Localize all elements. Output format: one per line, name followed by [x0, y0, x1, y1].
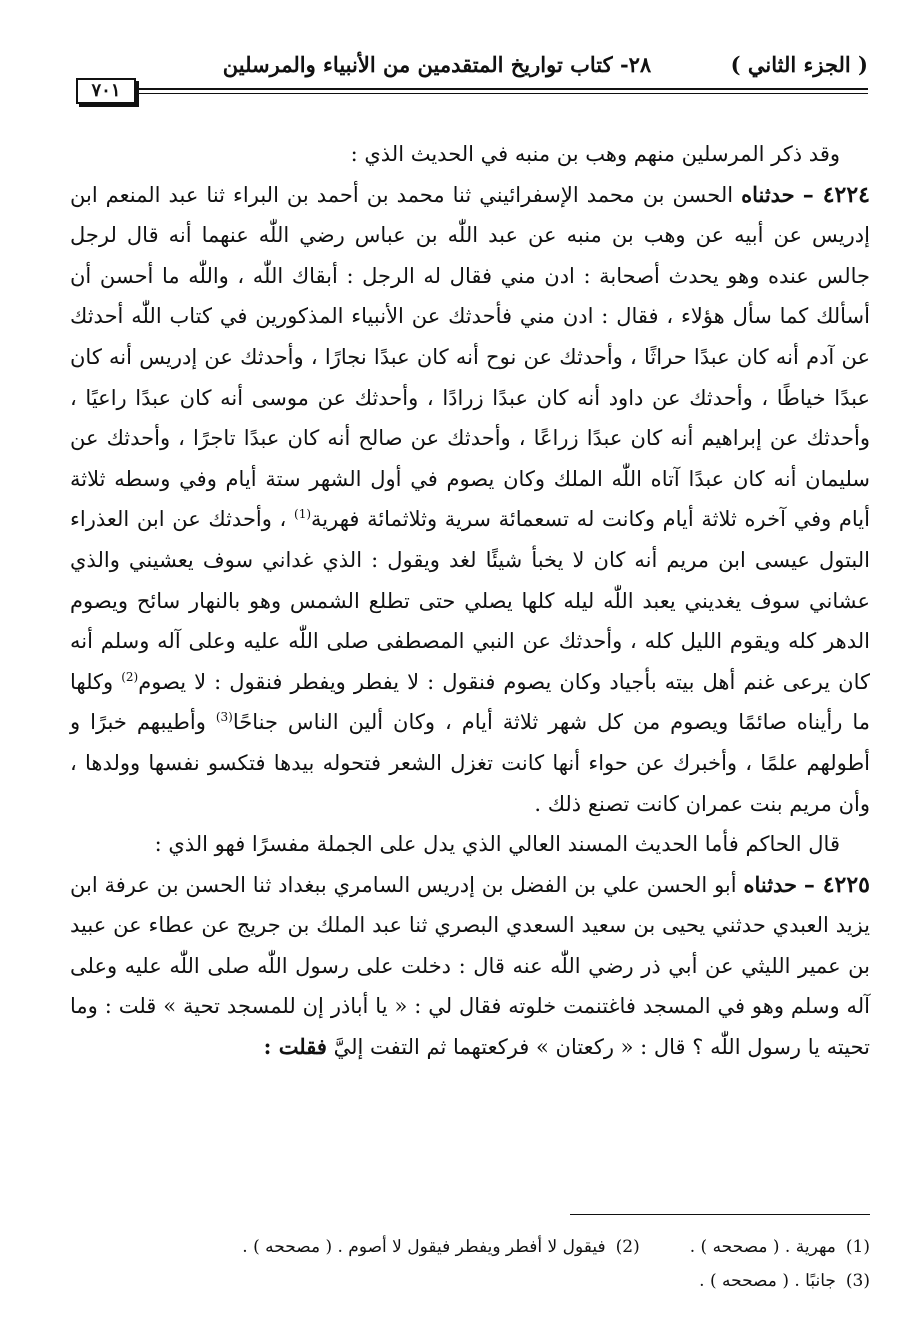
footnote-row — [70, 1230, 870, 1264]
hadith-keyword: حدثناه — [741, 181, 795, 207]
footnote-rule — [570, 1214, 870, 1215]
footnote-item — [690, 1230, 870, 1264]
footnotes — [70, 1230, 870, 1298]
chapter-title: ٢٨- كتاب تواريخ المتقدمين من الأنبياء والمرسلين — [222, 52, 652, 77]
footnote-ref: (2) — [121, 669, 139, 684]
footnote-ref: (1) — [294, 507, 312, 522]
main-text — [70, 134, 870, 1068]
volume-label: ( الجزء الثاني ) — [730, 52, 868, 77]
running-header — [76, 52, 868, 101]
footnote-text: فيقول لا أفطر ويفطر فيقول لا أصوم . ( مصححه ) . — [242, 1237, 606, 1257]
hadith-number: ٤٢٢٤ – — [802, 181, 870, 208]
footnote-ref: (3) — [215, 710, 233, 725]
hakim-paragraph: قال الحاكم فأما الحديث المسند العالي الذي يدل على الجملة مفسرًا فهو الذي : — [154, 832, 840, 857]
footnote-item — [242, 1230, 639, 1264]
hadith-text: أبو الحسن علي بن الفضل بن إدريس السامري ببغداد ثنا الحسن بن عرفة ابن يزيد العبدي حدثني يحيى بن سعيد السعدي البصري ثنا عبد الملك بن جريج عن عطاء عن عبيد بن عمير الليثي عن أبي ذر رضي اللّٰه عنه قال : دخلت على رسول اللّٰه صلى اللّٰه عليه وعلى آله وسلم وهو في المسجد فاغتنمت خلوته فقال لي : « يا أباذر إن للمسجد تحية » قلت : وما تحيته يا رسول اللّٰه ؟ قال : « ركعتان » فركعتهما ثم التفت إليَّ — [70, 872, 870, 1060]
intro-paragraph: وقد ذكر المرسلين منهم وهب بن منبه في الحديث الذي : — [350, 142, 840, 166]
hadith-keyword: حدثناه — [743, 871, 798, 897]
hadith-text: وأطيبهم خبرًا و أطولهم علمًا ، وأخبرك عن حواء أنها كانت تغزل الشعر فتحوله بيدها فتكسو نفسها وولدها ، وأن مريم بنت عمران كانت تصنع ذلك . — [70, 710, 870, 816]
hadith-paragraph — [70, 865, 870, 1068]
hadith-text-bold: فقلت : — [263, 1034, 327, 1060]
footnote-text: جانبًا . ( مصححه ) . — [699, 1271, 836, 1291]
hadith-text: الحسن بن محمد الإسفرائيني ثنا محمد بن أحمد بن البراء ثنا عبد المنعم ابن إدريس عن أبيه عن وهب بن منبه عن عبد اللّٰه بن عباس رضي اللّٰه عنهما أنه قال لرجل جالس عنده وهو يحدث أصحابة : ادن مني فقال له الرجل : أبقاك اللّٰه ، واللّٰه ما أحسن أن أسألك كما سأل هؤلاء ، فقال : ادن مني فأحدثك عن الأنبياء المذكورين في كتاب اللّٰه أحدثك عن آدم أنه كان عبدًا حراثًا ، وأحدثك عن نوح أنه كان عبدًا نجارًا ، وأحدثك عن إدريس أنه كان عبدًا خياطًا ، وأحدثك عن داود أنه كان عبدًا زرادًا ، وأحدثك عن موسى أنه كان عبدًا راعيًا ، وأحدثك عن إبراهيم أنه كان عبدًا زراعًا ، وأحدثك عن صالح أنه كان عبدًا تاجرًا ، وأحدثك عن سليمان أنه كان عبدًا آتاه اللّٰه الملك وكان يصوم في أول الشهر ستة أيام وفي وسطه ثلاثة أيام وفي آخره ثلاثة أيام وكانت له تسعمائة سرية وثلاثمائة فهرية — [70, 182, 870, 532]
footnote-number: (3) — [845, 1271, 870, 1291]
footnote-number: (1) — [845, 1237, 870, 1257]
hadith-paragraph — [70, 175, 870, 825]
footnote-row — [70, 1264, 870, 1298]
header-rule — [136, 88, 868, 90]
hadith-number: ٤٢٢٥ – — [803, 871, 870, 898]
header-rule-thin — [136, 93, 868, 94]
page-number: ٧٠١ — [76, 78, 136, 104]
footnote-item — [699, 1264, 870, 1298]
footnote-number: (2) — [615, 1237, 640, 1257]
hadith-text: وكلها ما رأيناه صائمًا ويصوم من كل شهر ثلاثة أيام ، وكان ألين الناس جناحًا — [70, 669, 870, 735]
hadith-text: ، وأحدثك عن ابن العذراء البتول عيسى ابن مريم أنه كان لا يخبأ شيئًا لغد ويقول : الذي غداني سوف يعشيني والذي عشاني سوف يغديني يعبد اللّٰه ليله كلها يصلي حتى تطلع الشمس وهو بالنهار سائح ويصوم الدهر كله ويقوم الليل كله ، وأحدثك عن النبي المصطفى صلى اللّٰه عليه وعلى آله وسلم أنه كان يرعى غنم أهل بيته بأجياد وكان يصوم فنقول : لا يفطر ويفطر فنقول : لا يصوم — [70, 507, 870, 694]
footnote-text: مهرية . ( مصححه ) . — [689, 1237, 836, 1257]
